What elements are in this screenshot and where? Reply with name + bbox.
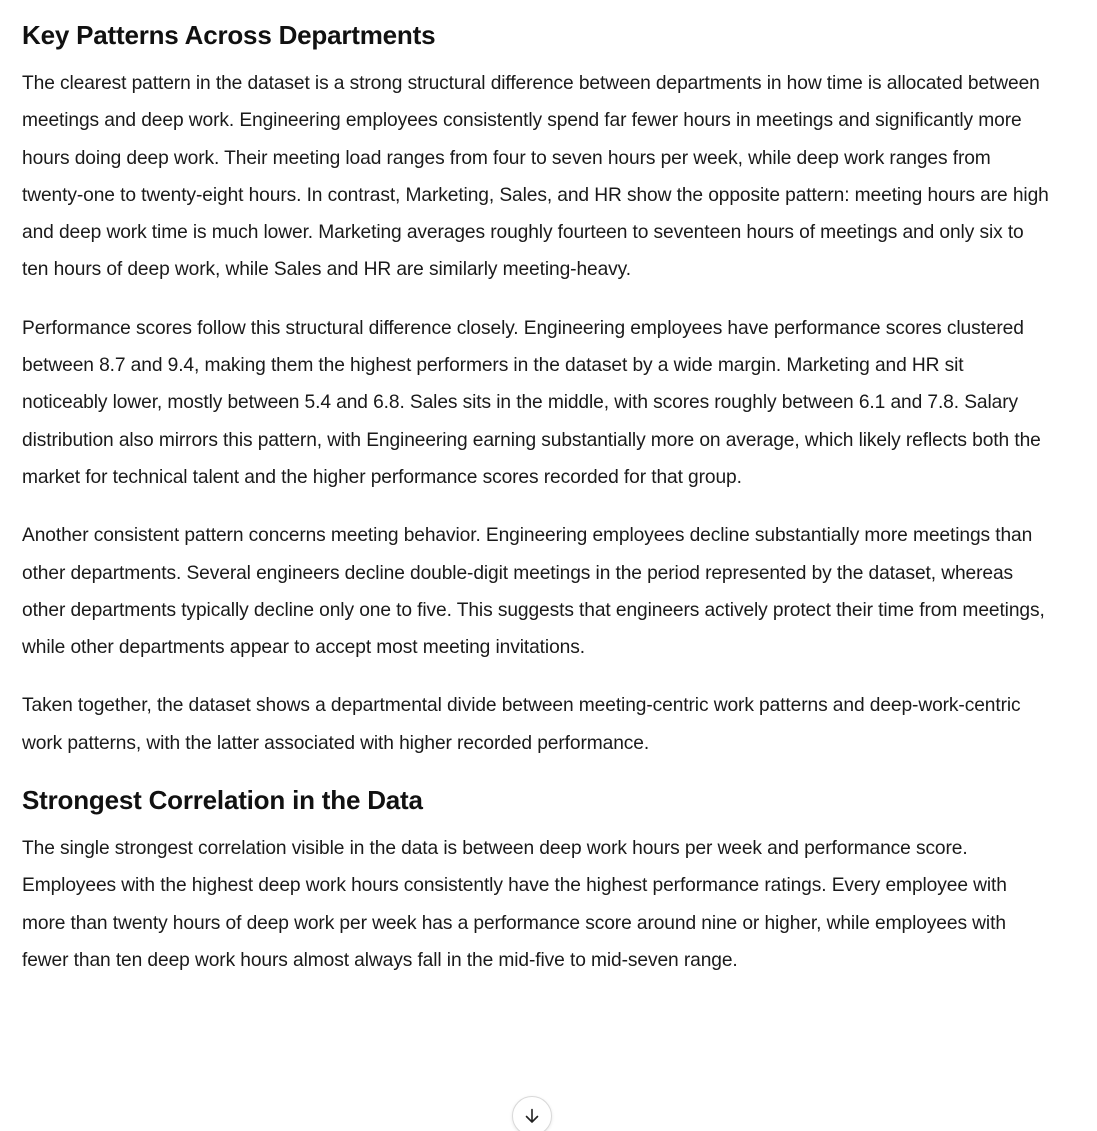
section-heading-key-patterns: Key Patterns Across Departments bbox=[22, 20, 436, 50]
paragraph-summary: Taken together, the dataset shows a departmental divide between meeting-centric work patterns and deep-work-centric work patterns, with the latter associated with higher recorded performance. bbox=[22, 695, 1021, 754]
paragraph-meeting-behavior: Another consistent pattern concerns meeting behavior. Engineering employees decline substantially more meetings than other departments. Several engineers decline double-digit meetings in the period represented by the dataset, whereas other departments typically decline only one to five. This suggests that engineers actively protect their time from meetings, while other departments appear to accept most meeting invitations. bbox=[22, 525, 1045, 659]
paragraph-correlation: The single strongest correlation visible in the data is between deep work hours per week and performance score. Employees with the highest deep work hours consistently have the highest performance ratings. Every employee with more than twenty hours of deep work per week has a performance score around nine or higher, while employees with fewer than ten deep work hours almost always fall in the mid-five to mid-seven range. bbox=[22, 838, 1007, 971]
paragraph-time-allocation: The clearest pattern in the dataset is a strong structural difference between departments in how time is allocated between meetings and deep work. Engineering employees consistently spend far fewer hours in meetings and significantly more hours doing deep work. Their meeting load ranges from four to seven hours per week, while deep work ranges from twenty-one to twenty-eight hours. In contrast, Marketing, Sales, and HR show the opposite pattern: meeting hours are high and deep work time is much lower. Marketing averages roughly fourteen to seventeen hours of meetings and only six to ten hours of deep work, while Sales and HR are similarly meeting-heavy. bbox=[22, 73, 1049, 281]
paragraph-performance-scores: Performance scores follow this structural difference closely. Engineering employees have performance scores clustered between 8.7 and 9.4, making them the highest performers in the dataset by a wide margin. Marketing and HR sit noticeably lower, mostly between 5.4 and 6.8. Sales sits in the middle, with scores roughly between 6.1 and 7.8. Salary distribution also mirrors this pattern, with Engineering earning substantially more on average, which likely reflects both the market for technical talent and the higher performance scores recorded for that group. bbox=[22, 317, 1041, 488]
arrow-down-icon bbox=[523, 1107, 541, 1125]
scroll-to-bottom-button[interactable] bbox=[512, 1096, 552, 1131]
chat-response-content bbox=[22, 0, 1052, 1000]
section-heading-strongest-correlation: Strongest Correlation in the Data bbox=[22, 785, 423, 816]
